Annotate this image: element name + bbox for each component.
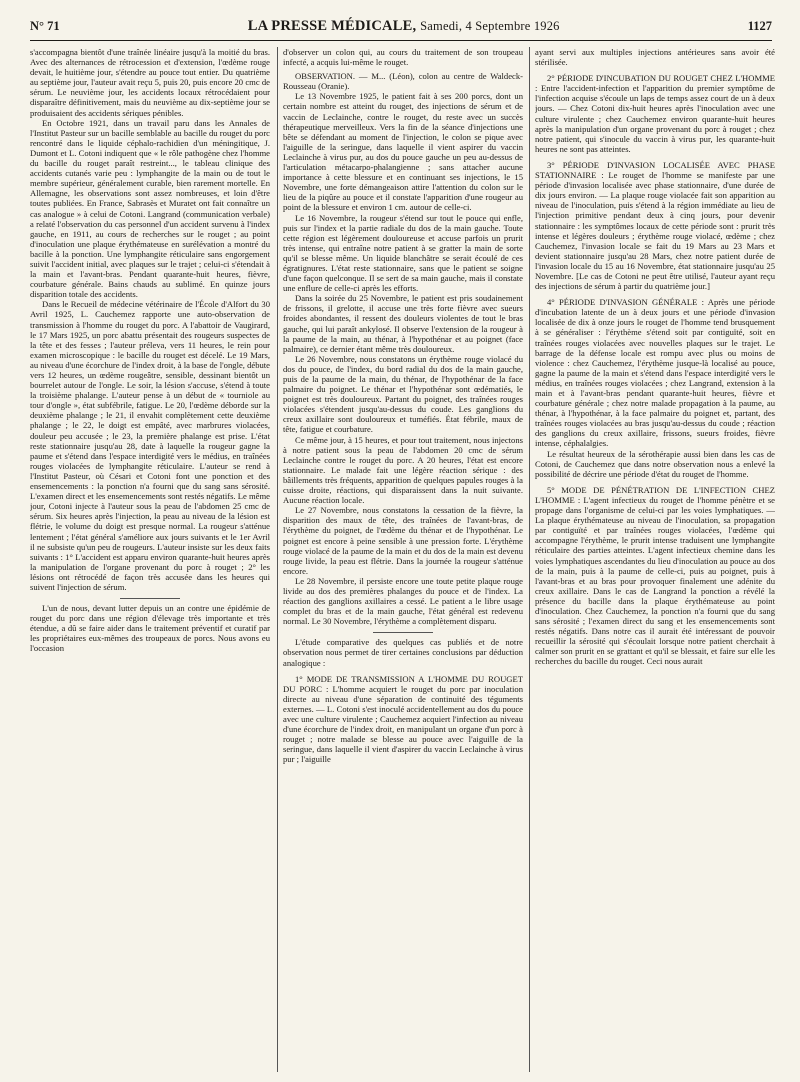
- section-1-transmission: 1° MODE DE TRANSMISSION A L'HOMME DU ROUGET DU PORC : L'homme acquiert le rouget du porc par inoculation directe au niveau d'une séparation de continuité des téguments externes. — L. Cotoni s'est inoculé accidentellement au dos du pouce avec une culture virulente ; Cauchemez acquiert l'infection au niveau d'une écorchure de l'index droit, en manipulant un organe d'un porc à rouget ; notre malade se blesse au pouce avec l'aiguille de la seringue, dans laquelle il vient d'aspirer du vaccin Leclainche à virus pur ; l'aiguille: [283, 673, 523, 765]
- paragraph: Le 16 Novembre, la rougeur s'étend sur tout le pouce qui enfle, puis sur l'index et la partie radiale du dos de la main gauche. Toute cette région est légèrement douloureuse et accuse parfois un prurit très intense, qui entraîne notre patient à se gratter la main de sorte qu'il se blesse même. Un liquide blanchâtre se serait écoulé de ces égratignures. L'état reste stationnaire, sans que le patient se soigne d'une façon quelconque. Il se sert de sa main gauche, mais il constate une enflure de celle-ci après les efforts.: [283, 212, 523, 294]
- paragraph: Le 13 Novembre 1925, le patient fait à ses 200 porcs, dont un certain nombre est atteint du rouget, des injections de sérum et de vaccin de Leclainche, contre le rouget, du reste avec un succès thérapeutique merveilleux. Vers la fin de la séance d'injections une bête se défendant au moment de l'injection, le colon se pique avec l'aiguille de la seringue, dans laquelle il vient aspirer du vaccin Leclainche à virus pur, au dos du pouce gauche un peu au-dessus de l'articulation métacarpo-phalangienne ; sans attacher aucune importance à cette blessure et en continuant ses injections, le 15 Novembre, une forte démangeaison attire l'attention du colon sur le lieu de la piqûre au pouce et il constate l'apparition d'une rougeur au point de la blessure et environ 1 cm. autour de celle-ci.: [283, 91, 523, 213]
- paragraph: Le résultat heureux de la sérothérapie aussi bien dans les cas de Cotoni, de Cauchemez que dans notre observation nous a enlevé la possibilité de décrire une période d'état du rouget de l'homme.: [535, 448, 775, 479]
- section-rule: [373, 632, 433, 633]
- section-5-penetration: 5° MODE DE PÉNÉTRATION DE L'INFECTION CHEZ L'HOMME : L'agent infectieux du rouget de l'homme pénètre et se propage dans l'organisme de celui-ci par les voies lymphatiques. — La plaque érythémateuse au niveau de l'inoculation, sa propagation par contiguïté et par traînées rouges violacées, l'œdème qui accompagne l'érythème, le prurit intense traduisent une lymphangite réticulaire des parties atteintes. L'agent infectieux chemine dans les voies lymphatiques ascendantes du lieu d'inoculation au pouce au dos de la main, puis à la paume de celle-ci, puis au poignet, puis à l'avant-bras et au bras pour provoquer finalement une adénite du creux axillaire. Dans le cas de Langrand la ponction a révélé la présence du bacille dans la plaque érythémateuse au point d'inoculation. Chez Cauchemez, la ponction n'a fourni que du sang sans sérosité ; l'examen direct du sang et les ensemencements sont restés négatifs. Dans notre cas il aurait été intéressant de pouvoir recueillir la sérosité qui s'écoulait lorsque notre patient cherchait à calmer son prurit en se grattant et qu'il se blessait, et faire sur elle les recherches du bacille du rouget. Ceci nous aurait: [535, 484, 775, 667]
- journal-name: LA PRESSE MÉDICALE,: [247, 18, 417, 34]
- header-rule: [30, 40, 772, 41]
- issue-number: N° 71: [30, 19, 60, 33]
- paragraph: Dans le Recueil de médecine vétérinaire de l'École d'Alfort du 30 Avril 1925, L. Cauchemez rapporte une auto-observation de transmission à l'homme du rouget du porc. A l'abattoir de Vaugirard, le 17 Mars 1925, un porc abattu présentait des rougeurs suspectes de la tête et des fesses ; l'auteur préleva, vers 11 heures, le rein pour examen microscopique : le bacille du rouget est décelé. Le 19 Mars, au niveau d'une écorchure de l'index droit, à la base de l'ongle, débute vers 12 heures, un œdème rougeâtre, sensible, dessinant bientôt un bourrelet autour de l'ongle. Le soir, la lésion s'accuse, s'étend à toute la troisième phalange. L'auteur pense à un début de « tourniole au tour d'ongle », état subfébrile, fatigue. Le 20, l'œdème déborde sur la deuxième phalange ; le 21, il envahit complètement cette deuxième phalange ; le 22, le doigt est empâté, avec marbrures violacées, douleur peu accusée ; le 23, la première phalange est prise. L'état reste stationnaire jusqu'au 28, date à laquelle la rougeur gagne la paume et s'étend dans l'espace interdigité vers le médius, en traînées rouges violacées de lymphangite réticulaire. L'auteur se rend à l'Institut Pasteur, où Césari et Cotoni font une ponction et des ensemencements : la ponction n'a fourni que du sang sans sérosité. L'examen direct et les ensemencements sont restés négatifs. Le même jour, Cotoni injecte à l'auteur sous la peau de l'abdomen 25 cmc de sérum. Six heures après l'injection, la peau au niveau de la lésion est flétrie, le volume du doigt est presque normal. La rougeur s'atténue lentement ; l'état général s'améliore aux jours suivants et le 1er Avril il ne subsiste qu'un peu de rougeurs. L'auteur insiste sur les deux faits suivants : 1° L'accident est apparu environ quarante-huit heures après la manipulation de l'organe provenant du porc à rouget ; 2° les lésions ont rétrocédé de façon très accusée dans les heures qui suivent l'injection de sérum.: [30, 299, 270, 592]
- paragraph: Dans la soirée du 25 Novembre, le patient est pris soudainement de frissons, il grelotte, il accuse une très forte fièvre avec sueurs froides abondantes, il ressent des douleurs violentes de tout le bras gauche, qui lui paraît ankylosé. Il observe l'extension de la rougeur à la paume de la main, au thénar, à l'hypothénar et au poignet (face palmaire), ce dernier étant même très douloureux.: [283, 293, 523, 354]
- paragraph: Le 27 Novembre, nous constatons la cessation de la fièvre, la disparition des maux de tête, des traînées de l'avant-bras, de l'érythème du poignet, de l'œdème du thénar et de l'hypothénar. Le poignet est encore à peine sensible à une pression forte. L'érythème rouge violacé de la paume de la main et du dos de la main est devenu rouge livide, la peau est flétrie. Dans la journée la rougeur s'atténue encore.: [283, 505, 523, 576]
- text-column-1: [30, 47, 270, 1075]
- section-2-incubation: 2° PÉRIODE D'INCUBATION DU ROUGET CHEZ L'HOMME : Entre l'accident-infection et l'apparition du premier symptôme de l'infection acquise s'écoule un laps de temps assez court de un à deux jours. — Chez Cotoni dix-huit heures après l'inoculation avec une culture virulente ; chez Cauchemez environ quarante-huit heures après la manipulation d'un organe provenant du porc à rouget ; chez notre patient, qui s'inocule du vaccin à virus pur, les quarante-huit heures ne sont pas atteintes.: [535, 73, 775, 154]
- paragraph: s'accompagna bientôt d'une traînée linéaire jusqu'à la moitié du bras. Avec des alternances de rétrocession et d'extension, l'œdème rouge devait, le huitième jour, s'étendre au pouce tout entier. Du quatrième au septième jour, l'auteur avait reçu 5, puis 20, puis encore 20 cmc de sérum. Le neuvième jour, les accidents locaux rétrocédaient pour disparaître définitivement, mais du neuvième au dix-septième jour se produisaient des accidents sériques pénibles.: [30, 47, 270, 118]
- page-header: [30, 18, 772, 40]
- paragraph: Le 28 Novembre, il persiste encore une toute petite plaque rouge livide au dos des premières phalanges du pouce et de l'index. La réaction des ganglions axillaires a cessé. Le patient a le libre usage complet du bras et de la main gauche, l'état général est redevenu normal. Le 30 Novembre, l'érythème a complètement disparu.: [283, 575, 523, 627]
- section-rule: [120, 598, 180, 599]
- text-column-3: [535, 47, 775, 1075]
- section-4-general-invasion: 4° PÉRIODE D'INVASION GÉNÉRALE : Après une période d'incubation latente de un à deux jours et une période d'invasion localisée de dix à onze jours le rouget de l'homme tend brusquement à se généraliser : l'érythème s'étend soit par contiguïté, soit en traînées rouges violacées avec nouvelles plaques sur le trajet. Le barrage de la défense locale est rompu avec plus ou moins de violence : chez Cauchemez, l'érythème jusque-là localisé au pouce, gagne la paume de la main et s'étend dans l'espace interdigité vers le médius, en traînées rouges violacées ; chez Langrand, extension à la main et à l'avant-bras pendant quarante-huit heures, fièvre et courbature générale ; chez notre malade propagation à la paume, au thénar, à l'hypothénar, à la face palmaire du poignet et, partant, des traînées rouges violacées au bras jusqu'au-dessus du coude ; réaction des ganglions du creux axillaire, frissons, sueurs froides, fièvre intense, céphalalgies.: [535, 297, 775, 449]
- paragraph: ayant servi aux multiples injections antérieures sans avoir été stérilisée.: [535, 47, 775, 68]
- journal-title: [248, 18, 560, 35]
- page-number: 1127: [747, 19, 772, 33]
- paragraph: d'observer un colon qui, au cours du traitement de son troupeau infecté, a acquis lui-même le rouget.: [283, 47, 523, 68]
- text-column-2: [283, 47, 523, 1075]
- paragraph: L'étude comparative des quelques cas publiés et de notre observation nous permet de tirer certaines conclusions par déduction analogique :: [283, 637, 523, 668]
- paragraph: L'un de nous, devant lutter depuis un an contre une épidémie de rouget du porc dans une région d'élevage très importante et très étendue, a dû se faire aider dans le traitement préventif et curatif par les propriétaires eux-mêmes des troupeaux de porcs. Nous avons eu l'occasion: [30, 603, 270, 654]
- column-divider-left: [277, 47, 278, 1072]
- observation-heading: OBSERVATION. — M... (Léon), colon au centre de Waldeck-Rousseau (Oranie).: [283, 71, 523, 92]
- section-3-local-invasion: 3° PÉRIODE D'INVASION LOCALISÉE AVEC PHASE STATIONNAIRE : Le rouget de l'homme se manifeste par une période d'invasion localisée avec phase stationnaire, d'une durée de dix jours environ. — La plaque rouge violacée fait son apparition au niveau de l'inoculation, puis s'étend à la région immédiate au lieu de l'injection primitive pendant deux à cinq jours, pour devenir stationnaire : les symptômes locaux de cette période sont : prurit très intense et légères douleurs ; érythème rouge violacé, œdème ; chez Cauchemez, l'invasion locale se fait du 19 Mars au 23 Mars et devient stationnaire jusqu'au 28 Mars, chez notre patient durée de l'invasion locale du 15 au 16 Novembre, état stationnaire jusqu'au 25 Novembre. [Le cas de Cotoni ne peut être utilisé, l'auteur ayant reçu des injections de sérum à partir du quatrième jour.]: [535, 159, 775, 292]
- paragraph: En Octobre 1921, dans un travail paru dans les Annales de l'Institut Pasteur sur un bacille semblable au bacille du rouget du porc rencontré dans le liquide céphalo-rachidien d'un méningitique, J. Dumont et L. Cotoni indiquent que « le rôle pathogène chez l'homme du bacille du rouget paraît restreint..., le tableau clinique des accidents cutanés varie peu : lymphangite de la main ou de tout le membre supérieur, généralement curable, bien rarement mortelle. En Allemagne, les observations sont assez nombreuses, et loin d'être toutes publiées. En France, Sabrasès et Muratet ont fait connaître un cas analogue » à celui de Cotoni. Langrand (communication verbale) a relaté l'observation du cas personnel d'un accident survenu à l'index gauche, en 1911, au cours de recherches sur le rouget ; au point d'inoculation une plaque érythémateuse en surélévation a montré du bacille à la ponction. Une lymphangite réticulaire sans engorgement suivit l'accident initial, avec plaques sur le trajet ; celui-ci s'étendait à la main et l'avant-bras. Pendant quarante-huit heures, fièvre, courbature générale. Bains chauds au sublimé. En quinze jours disparition totale des accidents.: [30, 117, 270, 300]
- column-divider-right: [529, 47, 530, 1072]
- paragraph: Ce même jour, à 15 heures, et pour tout traitement, nous injectons à notre patient sous la peau de l'abdomen 20 cmc de sérum Leclainche contre le rouget du porc. A 20 heures, l'état est encore stationnaire. Le malade fait une légère réaction sérique : des bâillements très fréquents, apparition de quelques papules rouges à la cuisse droite, réactions, qui disparaissent dans la nuit suivante. Aucune réaction locale.: [283, 434, 523, 506]
- paragraph: Le 26 Novembre, nous constatons un érythème rouge violacé du dos du pouce, de l'index, du bord radial du dos de la main gauche, puis de la paume de la main, du thénar, de l'hypothénar de la face palmaire du poignet. Le thénar et l'hypothénar sont œdématiés, le poignet est très douloureux. Partant du poignet, des traînées rouges violacées s'étendent jusqu'au-dessus du coude. Les ganglions du creux axillaire sont douloureux et tuméfiés. État fébrile, maux de tête, fatigue et courbature.: [283, 353, 523, 435]
- issue-date: Samedi, 4 Septembre 1926: [420, 19, 560, 33]
